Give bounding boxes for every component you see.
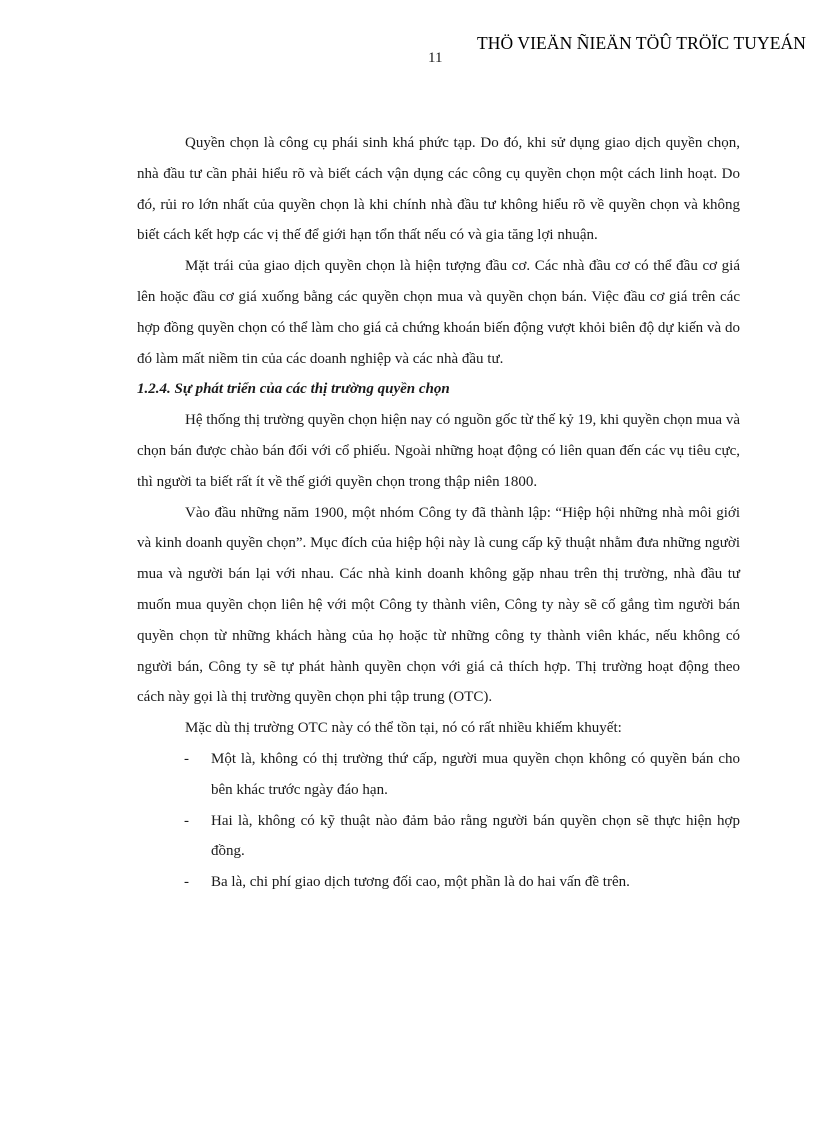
section-heading: 1.2.4. Sự phát triển của các thị trường quyền chọn bbox=[137, 381, 450, 398]
list-item bbox=[137, 867, 740, 898]
list-item-text: Hai là, không có kỹ thuật nào đảm bảo rằng người bán quyền chọn sẽ thực hiện hợp đồng. bbox=[211, 812, 740, 860]
paragraph: Vào đầu những năm 1900, một nhóm Công ty đã thành lập: “Hiệp hội những nhà môi giới và kinh doanh quyền chọn”. Mục đích của hiệp hội này là cung cấp kỹ thuật nhằm đưa những người mua và người bán lại với nhau. Các nhà kinh doanh không gặp nhau trên thị trường, nhà đầu tư muốn mua quyền chọn liên hệ với một Công ty thành viên, Công ty này sẽ cố gắng tìm người bán quyền chọn từ những khách hàng của họ hoặc từ những công ty thành viên khác, nếu không có người bán, Công ty sẽ tự phát hành quyền chọn với giá cả thích hợp. Thị trường hoạt động theo cách này gọi là thị trường quyền chọn phi tập trung (OTC). bbox=[137, 504, 740, 706]
list-item bbox=[137, 744, 740, 806]
list-item-text: Một là, không có thị trường thứ cấp, người mua quyền chọn không có quyền bán cho bên khác trước ngày đáo hạn. bbox=[211, 750, 740, 798]
bullet-dash: - bbox=[184, 812, 189, 829]
list-item bbox=[137, 806, 740, 868]
document-body bbox=[137, 128, 740, 898]
page-number: 11 bbox=[428, 50, 443, 66]
paragraph: Mặc dù thị trường OTC này có thể tồn tại, nó có rất nhiều khiếm khuyết: bbox=[185, 720, 622, 737]
paragraph: Quyền chọn là công cụ phái sinh khá phức tạp. Do đó, khi sử dụng giao dịch quyền chọn, nhà đầu tư cần phải hiểu rõ và biết cách vận dụng các công cụ quyền chọn một cách linh hoạt. Do đó, rủi ro lớn nhất của quyền chọn là khi chính nhà đầu tư không hiểu rõ về quyền chọn và không biết cách kết hợp các vị thế để giới hạn tổn thất nếu có và gia tăng lợi nhuận. bbox=[137, 135, 740, 244]
bullet-dash: - bbox=[184, 874, 189, 891]
bullet-dash: - bbox=[184, 750, 189, 767]
library-watermark: THÖ VIEÄN ÑIEÄN TÖÛ TRÖÏC TUYEÁN bbox=[476, 33, 806, 53]
list-item-text: Ba là, chi phí giao dịch tương đối cao, một phần là do hai vấn đề trên. bbox=[211, 874, 630, 891]
paragraph: Hệ thống thị trường quyền chọn hiện nay có nguồn gốc từ thế kỷ 19, khi quyền chọn mua và chọn bán được chào bán đối với cổ phiếu. Ngoài những hoạt động có liên quan đến các vụ tiêu cực, thì người ta biết rất ít về thế giới quyền chọn trong thập niên 1800. bbox=[137, 412, 740, 490]
defect-list bbox=[137, 744, 740, 898]
paragraph: Mặt trái của giao dịch quyền chọn là hiện tượng đầu cơ. Các nhà đầu cơ có thể đầu cơ giá lên hoặc đầu cơ giá xuống bằng các quyền chọn mua và quyền chọn bán. Việc đầu cơ giá trên các hợp đồng quyền chọn có thể làm cho giá cả chứng khoán biến động vượt khỏi biên độ dự kiến và do đó làm mất niềm tin của các doanh nghiệp và các nhà đầu tư. bbox=[137, 258, 740, 367]
